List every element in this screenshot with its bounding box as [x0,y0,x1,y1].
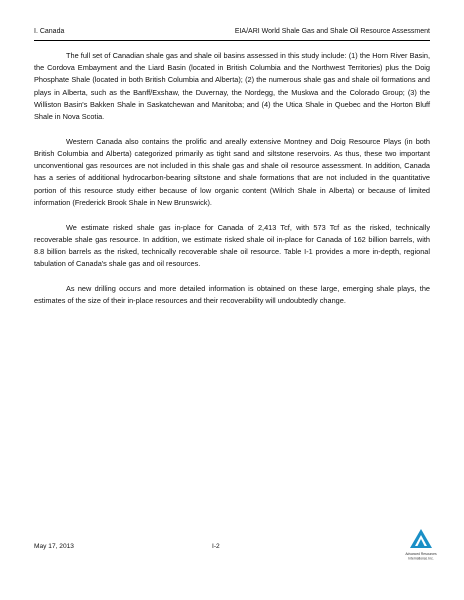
page-number: I-2 [212,543,220,550]
paragraph-estimates: We estimate risked shale gas in-place for Canada of 2,413 Tcf, with 573 Tcf as the risked, technically recoverable shale gas resource. In addition, we estimate risked shale oil in-place for Canada of 162 billion barrels, with 8.8 billion barrels as the risked, technically recoverable shale oil resource. Table I-1 provides a more in-depth, regional tabulation of Canada's shale gas and oil resources. [34,222,430,269]
company-logo-icon [405,528,437,564]
header-report-title: EIA/ARI World Shale Gas and Shale Oil Resource Assessment [234,28,430,35]
logo-text-line-1: Advanced Resources [405,552,437,556]
header-section-title: I. Canada [34,28,65,35]
logo-text-line-2: International, Inc. [408,556,434,561]
page-footer [34,540,437,564]
paragraph-basins: The full set of Canadian shale gas and shale oil basins assessed in this study include: (1) the Horn River Basin, the Cordova Embayment and the Liard Basin (located in British Columbia and the Northwest Territories) plus the Doig Phosphate Shale (located in both British Columbia and Alberta); (2) the numerous shale gas and shale oil formations and plays in Alberta, such as the Banff/Exshaw, the Duvernay, the Nordegg, the Muskwa and the Colorado Group; (3) the Williston Basin's Bakken Shale in Saskatchewan and Manitoba; and (4) the Utica Shale in Quebec and the Horton Bluff Shale in Nova Scotia. [34,51,430,122]
paragraph-western-canada: Western Canada also contains the prolific and areally extensive Montney and Doig Resource Plays (in both British Columbia and Alberta) categorized primarily as tight sand and siltstone reservoirs. As thus, these two important unconventional gas resources are not included in this shale gas and shale oil resource assessment. In addition, Canada has a series of additional hydrocarbon-bearing siltstone and shale formations that are not included in the quantitative portion of this resource study either because of low organic content (Wilrich Shale in Alberta) or because of limited information (Frederick Brook Shale in New Brunswick). [34,136,430,207]
page-header [34,28,430,41]
body-text [34,50,430,320]
footer-date: May 17, 2013 [34,543,74,550]
paragraph-outlook: As new drilling occurs and more detailed information is obtained on these large, emerging shale plays, the estimates of the size of their in-place resources and their recoverability will undoubtedly change. [34,284,430,306]
